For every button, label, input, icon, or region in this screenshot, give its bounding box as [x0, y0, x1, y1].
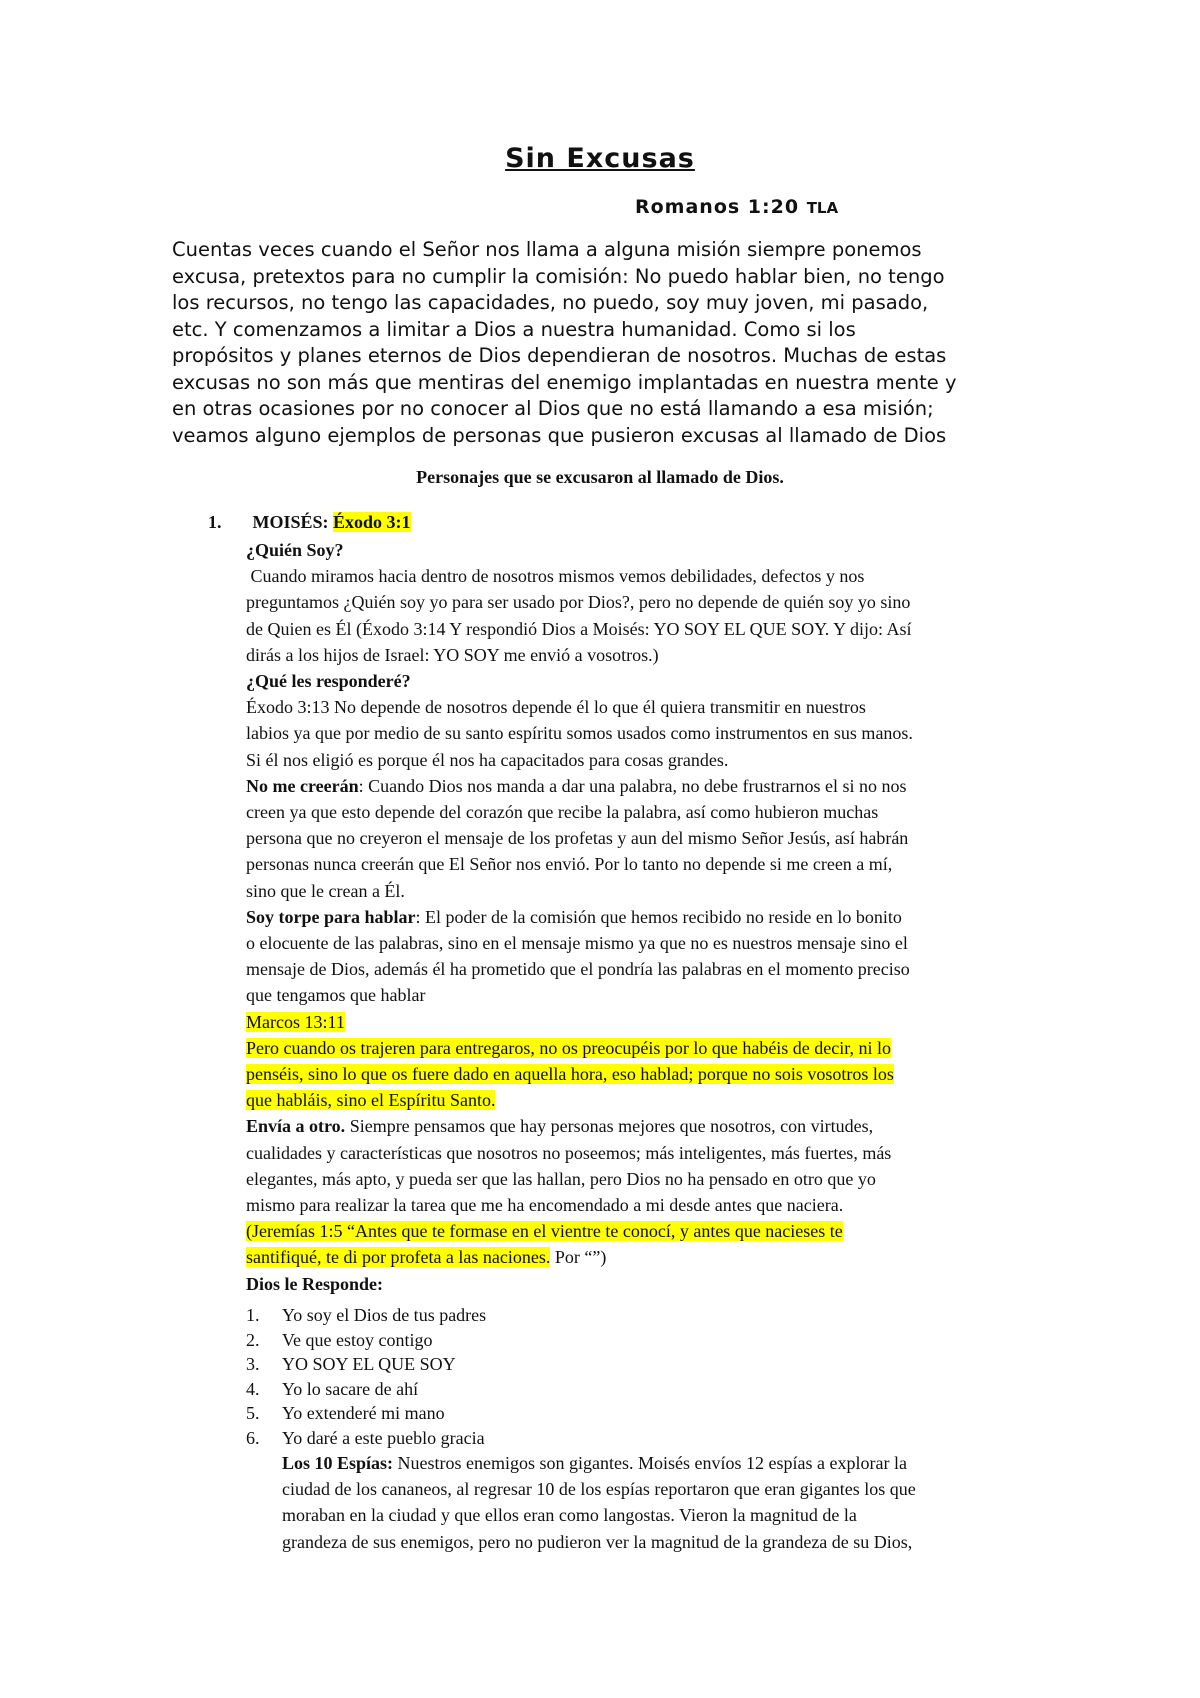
intro-line: en otras ocasiones por no conocer al Dios que no está llamando a esa misión;	[172, 397, 934, 420]
list-number: 3.	[246, 1354, 260, 1374]
body-line	[282, 1450, 916, 1476]
list-text: YO SOY EL QUE SOY	[282, 1354, 456, 1374]
body-line: sino que le crean a Él.	[246, 880, 405, 901]
body-text: Nuestros enemigos son gigantes. Moisés envíos 12 espías a explorar la	[393, 1453, 907, 1473]
verse-text-highlight: penséis, sino lo que os fuere dado en aquella hora, eso hablad; porque no sois vosotros los	[246, 1064, 894, 1085]
list-text: Yo lo sacare de ahí	[282, 1378, 419, 1399]
list-number: 4.	[246, 1378, 260, 1399]
body-line	[246, 1113, 1066, 1139]
body-line: dirás a los hijos de Israel: YO SOY me envió a vosotros.)	[246, 644, 659, 665]
excuse-label: Soy torpe para hablar	[246, 906, 416, 927]
question-heading: ¿Quién Soy?	[246, 540, 344, 560]
list-item	[246, 1426, 486, 1451]
verse-text-highlight: (Jeremías 1:5 “Antes que te formase en el vientre te conocí, y antes que nacieses te	[246, 1221, 843, 1242]
intro-line: propósitos y planes eternos de Dios dependieran de nosotros. Muchas de estas	[172, 344, 947, 367]
verse-line	[246, 1035, 1066, 1061]
section-number: 1.	[208, 512, 222, 532]
question-heading: ¿Qué les responderé?	[246, 671, 411, 692]
list-text: Yo daré a este pueblo gracia	[282, 1427, 485, 1448]
body-line: moraban en la ciudad y que ellos eran como langostas. Vieron la magnitud de la	[282, 1505, 857, 1526]
body-line	[246, 773, 1066, 799]
body-line: grandeza de sus enemigos, pero no pudieron ver la magnitud de la grandeza de su Dios,	[282, 1531, 913, 1552]
section-moises-heading	[208, 512, 411, 533]
verse-line	[246, 1061, 1066, 1087]
body-line: o elocuente de las palabras, sino en el mensaje mismo ya que no es nuestros mensaje sino el	[246, 933, 908, 954]
list-number: 2.	[246, 1329, 260, 1350]
verse-text-highlight: santifiqué, te di por profeta a las naciones.	[246, 1247, 551, 1268]
body-text: Siempre pensamos que hay personas mejores que nosotros, con virtudes,	[345, 1116, 874, 1137]
verse-line	[246, 1244, 1066, 1270]
reference-text: Romanos 1:20	[635, 196, 800, 218]
body-line: Si él nos eligió es porque él nos ha capacitados para cosas grandes.	[246, 749, 729, 770]
body-line: preguntamos ¿Quién soy yo para ser usado por Dios?, pero no depende de quién soy yo sino	[246, 592, 911, 613]
body-line: Éxodo 3:13 No depende de nosotros depende él lo que él quiera transmitir en nuestros	[246, 697, 866, 718]
intro-line: los recursos, no tengo las capacidades, no puedo, soy muy joven, mi pasado,	[172, 291, 929, 314]
section-espias	[282, 1450, 916, 1555]
body-line: persona que no creyeron el mensaje de los profetas y aun del mismo Señor Jesús, así habrán	[246, 828, 909, 849]
intro-line: excusa, pretextos para no cumplir la comisión: No puedo hablar bien, no tengo	[172, 264, 945, 288]
document-title: Sin Excusas	[505, 143, 695, 174]
intro-line: veamos alguno ejemplos de personas que pusieron excusas al llamado de Dios	[172, 423, 947, 447]
list-item	[246, 1303, 486, 1328]
body-line: de Quien es Él (Éxodo 3:14 Y respondió Dios a Moisés: YO SOY EL QUE SOY. Y dijo: Así	[246, 618, 912, 639]
body-line: elegantes, más apto, y pueda ser que las hallan, pero Dios no ha pensado en otro que yo	[246, 1168, 876, 1189]
verse-text-highlight: que habláis, sino el Espíritu Santo.	[246, 1090, 496, 1111]
verse-reference-highlight: Marcos 13:11	[246, 1011, 345, 1032]
responds-list	[246, 1303, 486, 1450]
list-item	[246, 1352, 486, 1377]
list-number: 6.	[246, 1427, 260, 1448]
list-text: Yo soy el Dios de tus padres	[282, 1305, 487, 1325]
excuse-label: Envía a otro.	[246, 1116, 346, 1137]
section-moises-body	[246, 537, 1066, 1297]
intro-line: excusas no son más que mentiras del enemigo implantadas en nuestra mente y	[172, 370, 957, 394]
list-number: 5.	[246, 1403, 260, 1423]
section-subheading: Personajes que se excusaron al llamado de Dios.	[416, 467, 784, 487]
body-line: ciudad de los cananeos, al regresar 10 de los espías reportaron que eran gigantes los que	[282, 1479, 916, 1500]
scripture-reference	[635, 196, 838, 218]
body-line: que tengamos que hablar	[246, 985, 426, 1006]
body-line: labios ya que por medio de su santo espíritu somos usados como instrumentos en sus manos.	[246, 723, 913, 744]
section-reference-highlight: Éxodo 3:1	[333, 512, 411, 532]
body-text: : Cuando Dios nos manda a dar una palabra, no debe frustrarnos el si no nos	[358, 775, 907, 796]
list-number: 1.	[246, 1305, 260, 1325]
body-line: personas nunca creerán que El Señor nos envió. Por lo tanto no depende si me creen a mí,	[246, 854, 893, 875]
body-line: creen ya que esto depende del corazón que recibe la palabra, así como hubieron muchas	[246, 802, 879, 823]
list-item	[246, 1377, 486, 1402]
list-text: Ve que estoy contigo	[282, 1329, 433, 1350]
intro-line: etc. Y comenzamos a limitar a Dios a nuestra humanidad. Como si los	[172, 317, 856, 341]
section-name: MOISÉS:	[252, 512, 329, 532]
body-line: cualidades y características que nosotros no poseemos; más inteligentes, más fuertes, más	[246, 1142, 892, 1163]
body-line	[246, 904, 1066, 930]
responds-heading: Dios le Responde:	[246, 1273, 384, 1294]
body-text: : El poder de la comisión que hemos recibido no reside en lo bonito	[415, 906, 902, 927]
intro-paragraph	[172, 237, 1052, 449]
verse-text-highlight: Pero cuando os trajeren para entregaros, no os preocupéis por lo que habéis de decir, ni lo	[246, 1037, 892, 1058]
body-text: Por “”)	[550, 1247, 607, 1268]
list-text: Yo extenderé mi mano	[282, 1403, 445, 1423]
body-line: Cuando miramos hacia dentro de nosotros mismos vemos debilidades, defectos y nos	[246, 566, 865, 587]
list-item	[246, 1401, 486, 1426]
excuse-label: No me creerán	[246, 775, 359, 796]
body-line: mismo para realizar la tarea que me ha encomendado a mi desde antes que naciera.	[246, 1195, 844, 1216]
verse-line	[246, 1009, 1066, 1035]
intro-line: Cuentas veces cuando el Señor nos llama a alguna misión siempre ponemos	[172, 238, 922, 261]
espias-label: Los 10 Espías:	[282, 1453, 394, 1473]
list-item	[246, 1328, 486, 1353]
body-line: mensaje de Dios, además él ha prometido que el pondría las palabras en el momento preciso	[246, 959, 910, 980]
reference-version: TLA	[806, 199, 839, 217]
verse-line	[246, 1218, 1066, 1244]
verse-line	[246, 1087, 1066, 1113]
